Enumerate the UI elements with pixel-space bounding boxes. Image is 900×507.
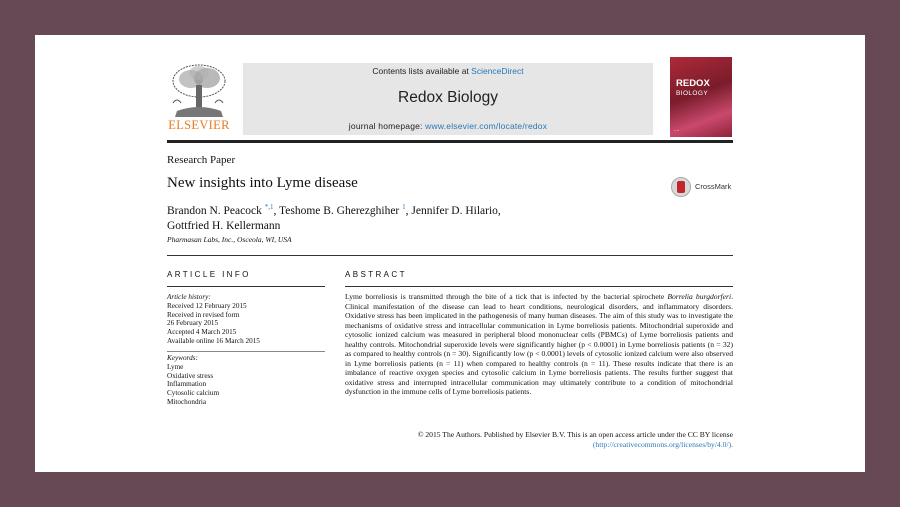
homepage-link[interactable]: www.elsevier.com/locate/redox: [425, 121, 548, 131]
sciencedirect-link[interactable]: ScienceDirect: [471, 66, 524, 76]
keyword-item: Inflammation: [167, 380, 207, 389]
publisher-name: ELSEVIER: [168, 118, 230, 132]
cover-title: [676, 79, 710, 99]
article-history: [167, 293, 260, 346]
homepage-line: [243, 121, 653, 131]
history-item: Available online 16 March 2015: [167, 336, 260, 345]
author-2[interactable]: , Teshome B. Gherezghiher: [273, 204, 403, 217]
history-item: 26 February 2015: [167, 319, 219, 328]
keyword-item: Cytosolic calcium: [167, 389, 220, 398]
history-label: Article history:: [167, 293, 211, 301]
abstract-text: [345, 292, 733, 397]
abstract-heading: ABSTRACT: [345, 270, 407, 279]
author-4[interactable]: Gottfried H. Kellermann: [167, 219, 281, 232]
keywords: [167, 354, 219, 407]
history-item: Received in revised form: [167, 310, 240, 319]
license-link[interactable]: (http://creativecommons.org/licenses/by/4.0/).: [592, 439, 733, 449]
info-divider: [167, 286, 325, 287]
keyword-item: Mitochondria: [167, 397, 207, 406]
keyword-item: Lyme: [167, 362, 184, 371]
article-type: Research Paper: [167, 154, 236, 166]
author-3[interactable]: , Jennifer D. Hilario,: [405, 204, 501, 217]
crossmark-icon: [671, 177, 691, 197]
contents-prefix: Contents lists available at: [372, 66, 472, 76]
author-1[interactable]: Brandon N. Peacock: [167, 204, 265, 217]
elsevier-tree-icon: [165, 63, 233, 119]
cover-title-line1: REDOX: [676, 78, 710, 89]
paper-page: [35, 35, 865, 472]
affiliation: Pharmasan Labs, Inc., Osceola, WI, USA: [167, 235, 292, 244]
keywords-label: Keywords:: [167, 354, 198, 362]
cover-title-line2: BIOLOGY: [676, 90, 709, 97]
copyright-notice: [345, 430, 733, 449]
history-item: Received 12 February 2015: [167, 301, 247, 310]
abstract-species: Borrelia burgdorferi: [667, 292, 732, 301]
crossmark-button[interactable]: [671, 177, 751, 197]
abstract-divider: [345, 286, 733, 287]
article-title: New insights into Lyme disease: [167, 175, 358, 191]
journal-cover: [670, 57, 732, 137]
history-item: Accepted 4 March 2015: [167, 328, 237, 337]
homepage-prefix: journal homepage:: [348, 121, 426, 131]
header-divider: [167, 140, 733, 143]
copyright-line: © 2015 The Authors. Published by Elsevier B.V. This is an open access article under the CC BY license: [417, 430, 733, 439]
abstract-part-2: . Clinical manifestation of the disease can lead to heart conditions, neurological disorders, and inflammatory disorders. Oxidative stress has been implicated in the pathogenesis of many human diseases. The aim of this study was to investigate the mechanisms of oxidative stress and intracellular communication in Lyme borreliosis patients. Mitochondrial superoxide and cytosolic ionized calcium was measured in peripheral blood mononuclear cells (PBMCs) of Lyme borreliosis patients and healthy controls. Mitochondrial superoxide levels were significantly higher (p < 0.0001) in Lyme borreliosis patients (n = 32) as compared to healthy controls (n = 30). Significantly low (p < 0.0001) levels of cytosolic ionized calcium were also observed in Lyme borreliosis patients (n = 11) when compared to healthy controls (n = 11). These results indicate that there is an imbalance of reactive oxygen species and cytosolic calcium in Lyme borreliosis patients. The results further suggest that oxidative stress and interrupted intracellular communication may ultimately contribute to a condition of mitochondrial dysfunction in the immune cells of Lyme borreliosis patients.: [345, 292, 733, 397]
crossmark-label: CrossMark: [695, 182, 732, 191]
article-info-heading: ARTICLE INFO: [167, 270, 251, 279]
journal-banner: [243, 63, 653, 135]
keywords-divider: [167, 351, 325, 352]
elsevier-logo: [165, 63, 233, 135]
keyword-item: Oxidative stress: [167, 371, 214, 380]
author-2-marker[interactable]: 1: [402, 203, 406, 211]
contents-line: [243, 66, 653, 76]
section-divider: [167, 255, 733, 256]
author-1-marker[interactable]: *,1: [264, 203, 274, 211]
journal-title: Redox Biology: [398, 89, 498, 106]
cover-mark: ◦ ◦: [674, 128, 679, 134]
abstract-part-1: Lyme borreliosis is transmitted through the bite of a tick that is infected by the bacterial spirochete: [345, 292, 668, 301]
author-list: [167, 200, 607, 234]
